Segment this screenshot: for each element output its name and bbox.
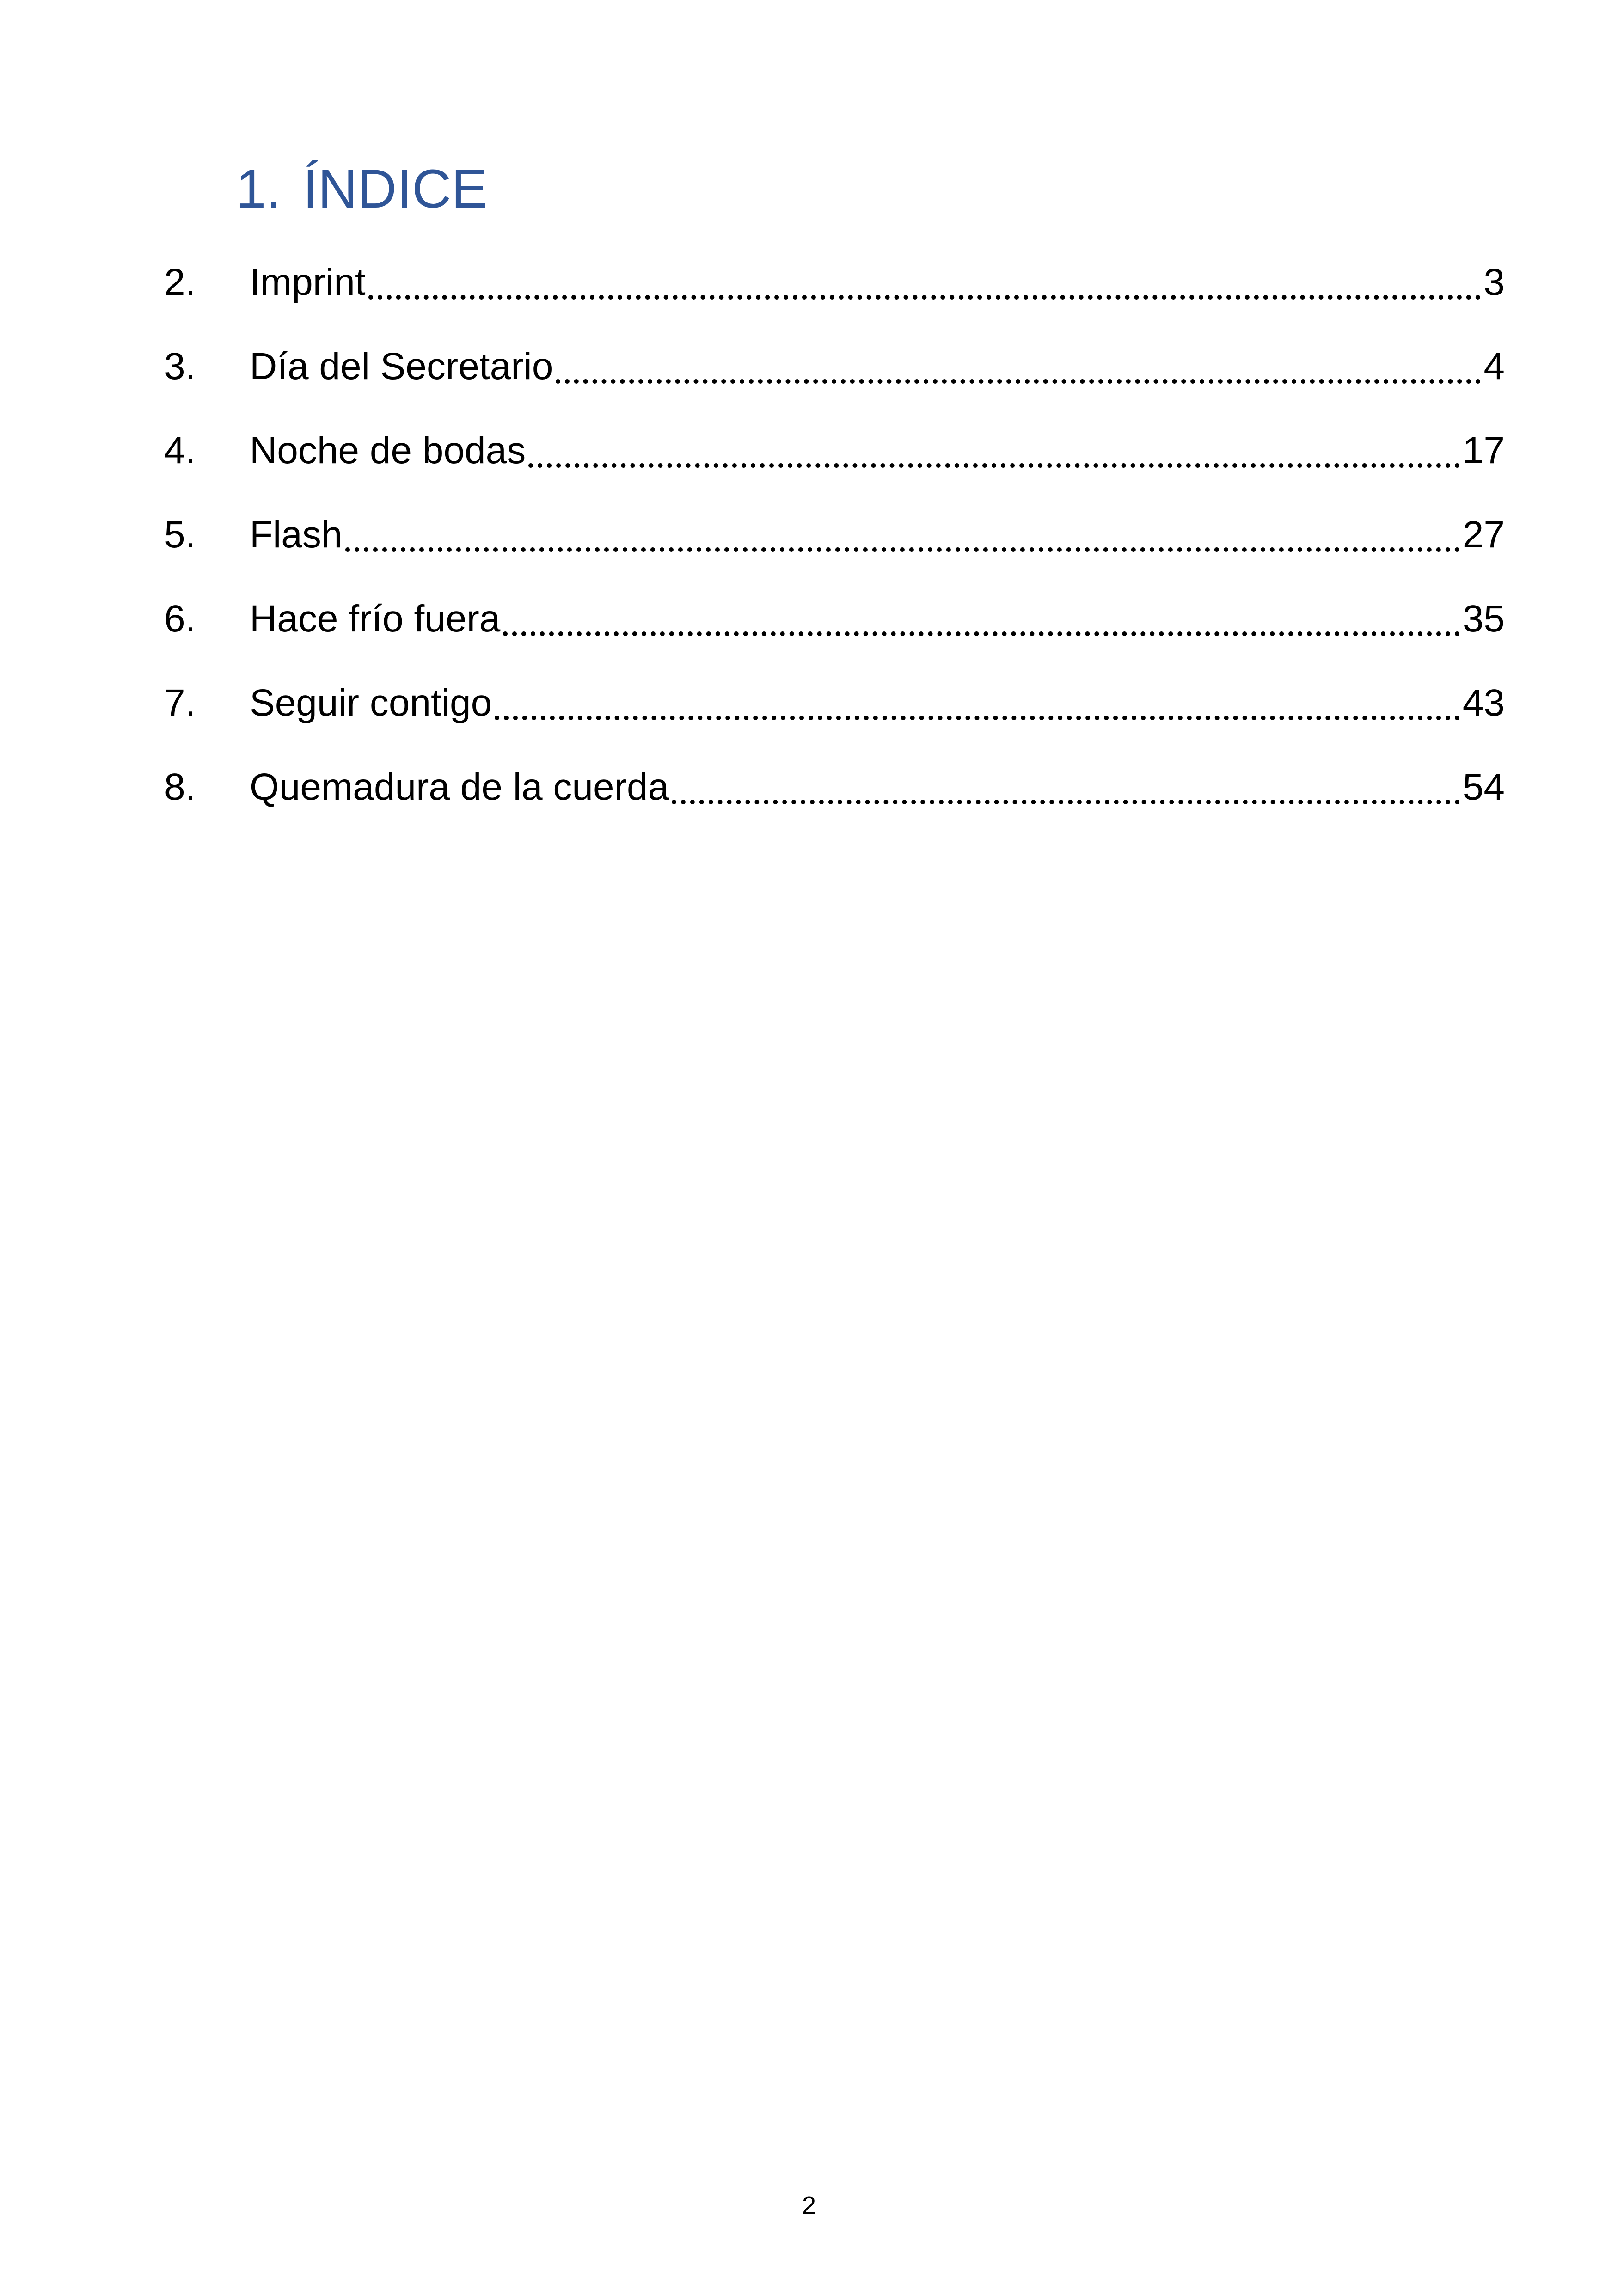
toc-entry-page[interactable]: 17	[1462, 429, 1505, 471]
toc-entry-title[interactable]: Imprint	[250, 261, 366, 303]
toc-dot-leader	[368, 295, 1481, 300]
page-heading	[236, 152, 488, 226]
toc-entry-title[interactable]: Flash	[250, 514, 343, 556]
toc-entry-number: 7.	[164, 682, 196, 724]
toc-entry-title[interactable]: Noche de bodas	[250, 429, 526, 471]
toc-dot-leader	[556, 379, 1481, 384]
toc-entry-title[interactable]: Hace frío fuera	[250, 598, 501, 640]
toc-entry[interactable]	[164, 409, 1505, 493]
toc-entry-number: 3.	[164, 345, 196, 387]
heading-number: 1.	[236, 159, 282, 220]
toc-entry-page[interactable]: 3	[1483, 261, 1505, 303]
toc-dot-leader	[503, 631, 1459, 636]
toc-entry-number: 8.	[164, 766, 196, 808]
table-of-contents	[164, 240, 1505, 829]
toc-entry-page[interactable]: 4	[1483, 345, 1505, 387]
page-number: 2	[802, 2192, 816, 2219]
toc-entry[interactable]	[164, 661, 1505, 745]
toc-entry[interactable]	[164, 325, 1505, 409]
toc-entry[interactable]	[164, 745, 1505, 829]
toc-entry-page[interactable]: 43	[1462, 682, 1505, 724]
toc-dot-leader	[528, 463, 1460, 468]
toc-entry-number: 2.	[164, 261, 196, 303]
toc-entry-title[interactable]: Seguir contigo	[250, 682, 492, 724]
toc-entry-number: 6.	[164, 598, 196, 640]
toc-entry-page[interactable]: 27	[1462, 514, 1505, 556]
toc-entry[interactable]	[164, 493, 1505, 577]
heading-title: ÍNDICE	[303, 159, 488, 220]
toc-dot-leader	[495, 716, 1460, 720]
toc-entry-title[interactable]: Día del Secretario	[250, 345, 553, 387]
toc-entry-number: 5.	[164, 514, 196, 556]
toc-entry-page[interactable]: 54	[1462, 766, 1505, 808]
toc-entry-title[interactable]: Quemadura de la cuerda	[250, 766, 669, 808]
toc-dot-leader	[672, 800, 1460, 804]
toc-dot-leader	[345, 547, 1460, 552]
toc-entry[interactable]	[164, 240, 1505, 325]
toc-entry-page[interactable]: 35	[1462, 598, 1505, 640]
toc-entry-number: 4.	[164, 429, 196, 471]
toc-entry[interactable]	[164, 577, 1505, 661]
